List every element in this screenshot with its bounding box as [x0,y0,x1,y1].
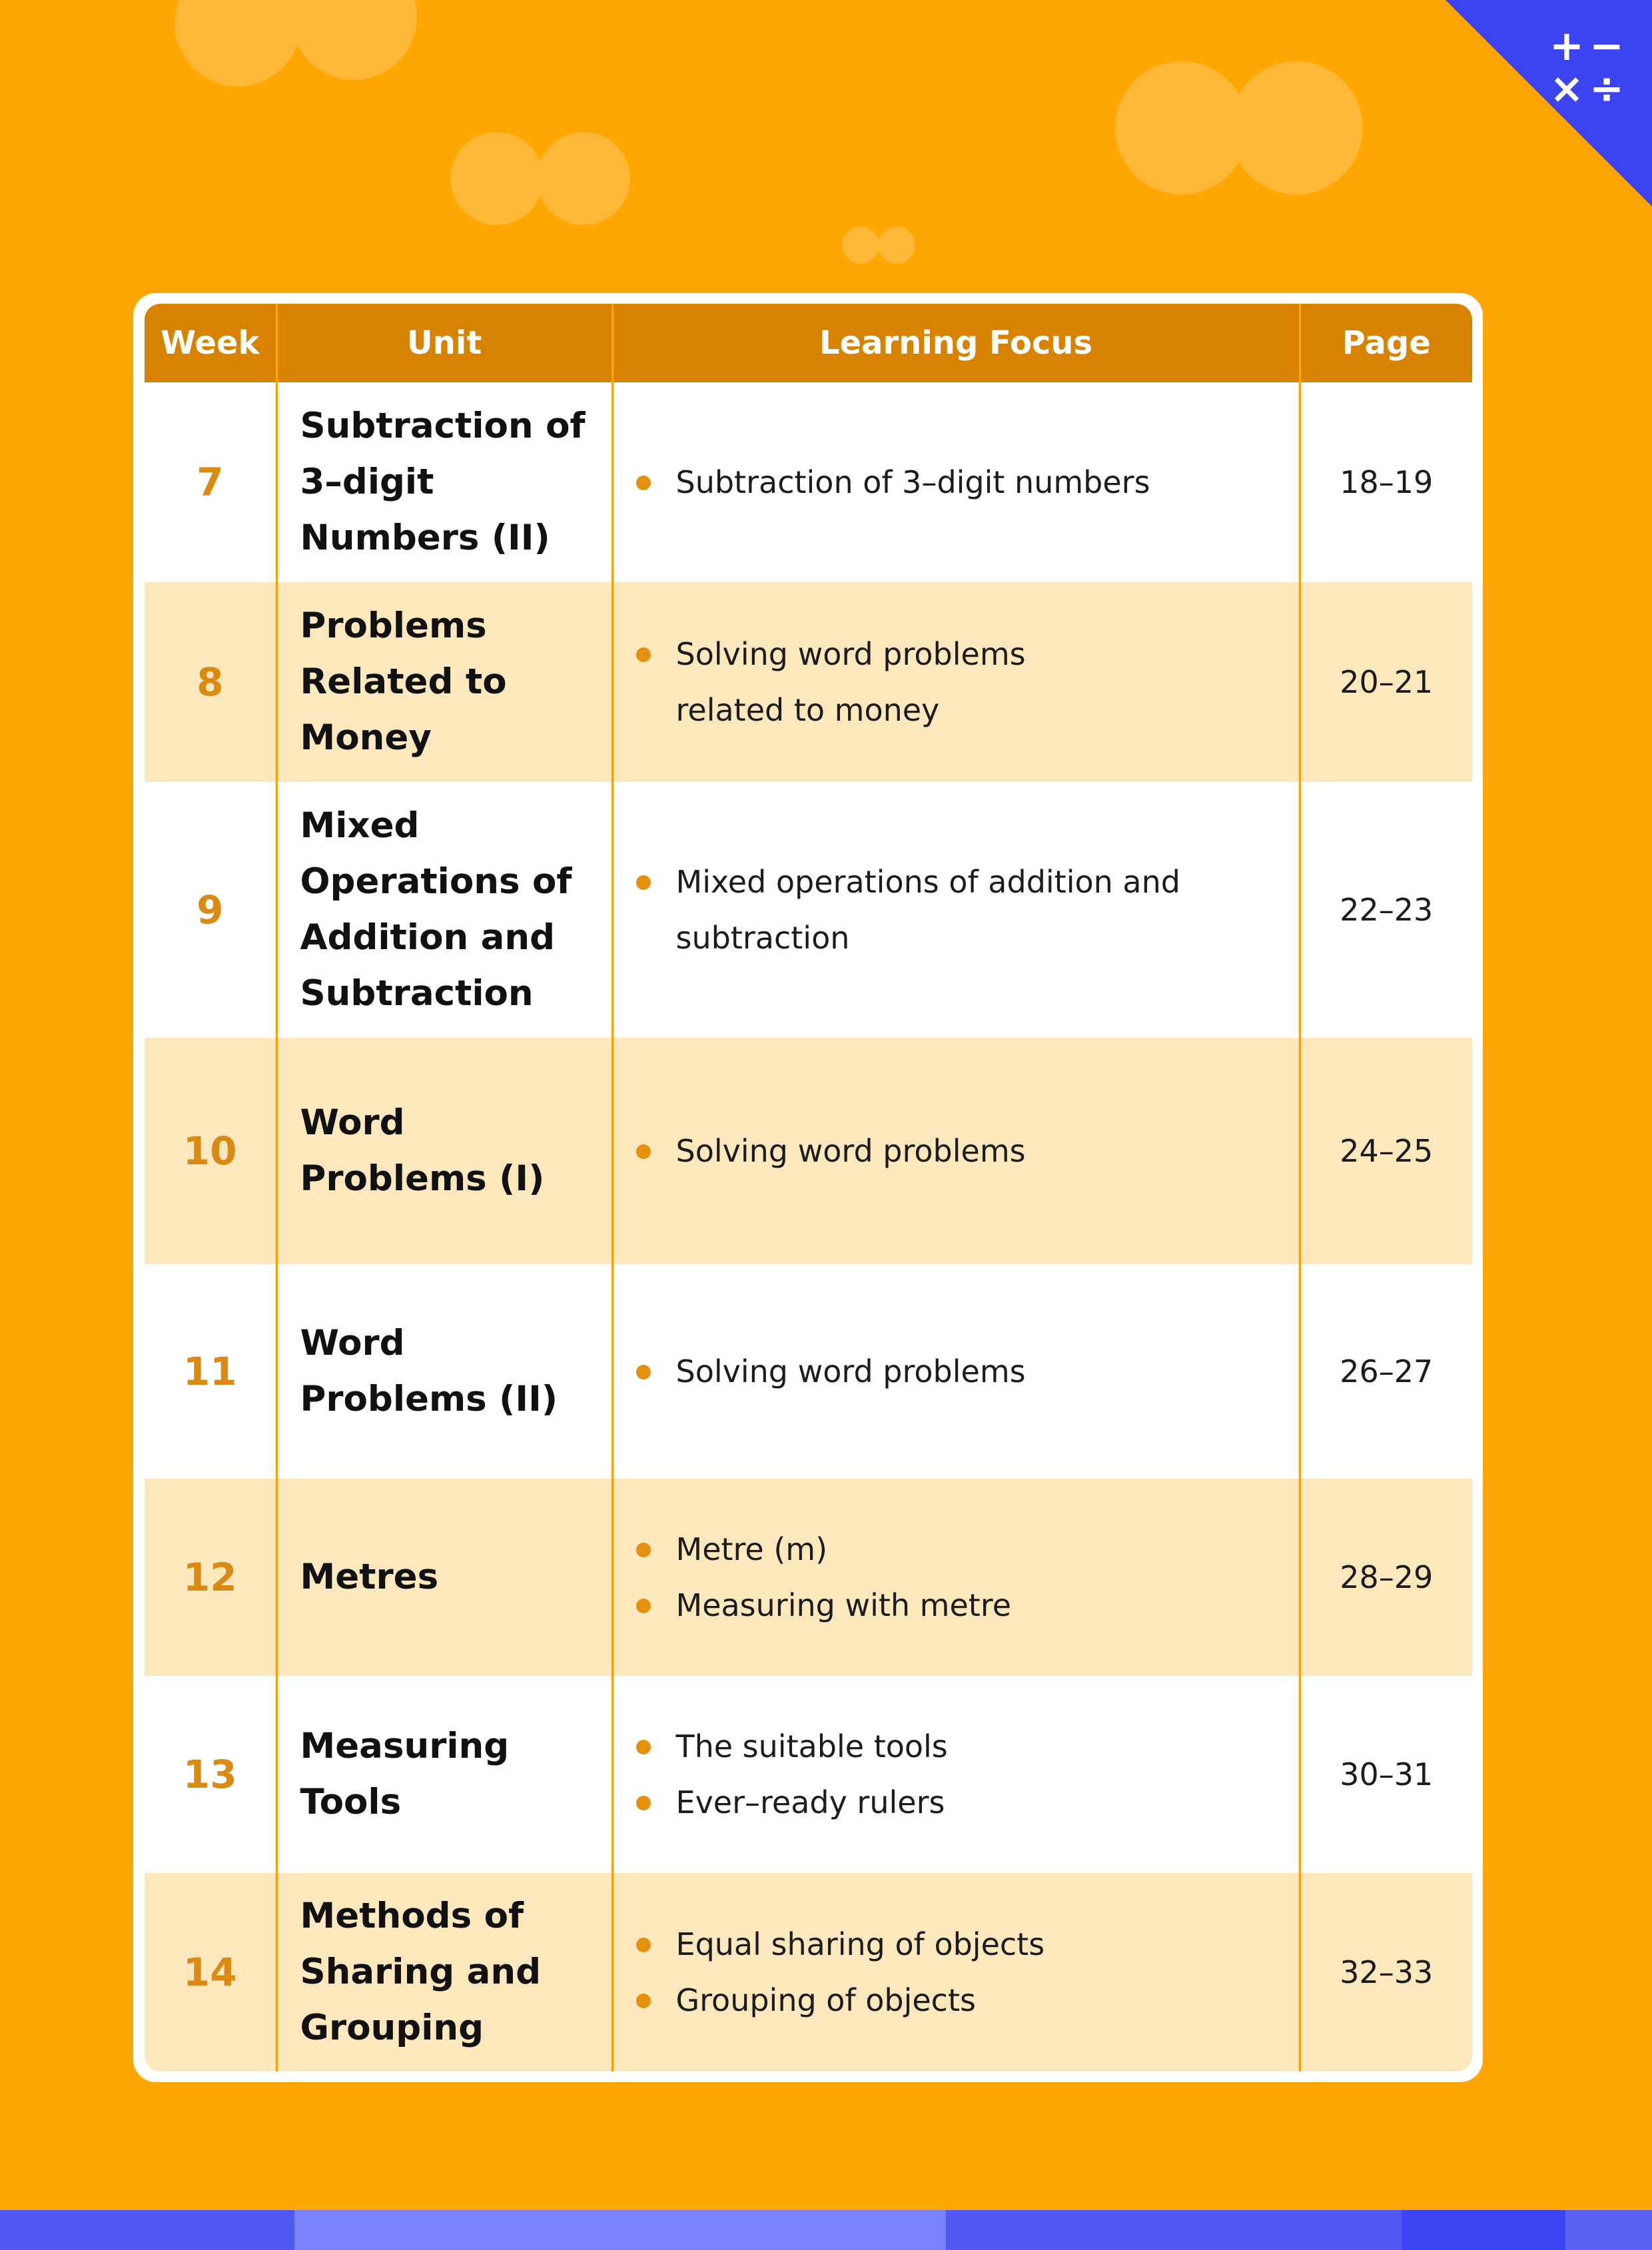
minus-icon: − [1589,21,1624,70]
table-row [145,382,1472,582]
learning-focus [612,1873,1300,2071]
unit-title: Measuring Tools [276,1676,612,1873]
week-number: 9 [197,887,224,933]
table-row [145,1264,1472,1479]
decor-bubble [1115,61,1248,194]
unit-title: Subtraction of 3–digit Numbers (II) [276,382,612,582]
week-number: 8 [145,582,276,782]
schedule-table [145,304,1472,2071]
focus-bullet: Ever–ready rulers [636,1774,1279,1830]
footer-segment [946,2210,1402,2250]
header-unit: Unit [276,304,612,382]
week-number: 13 [183,1752,237,1797]
decor-bubble [450,132,544,225]
table-row [145,582,1472,782]
focus-bullet: Measuring with metre [636,1577,1279,1633]
table-row [145,1479,1472,1676]
week-number: 10 [145,1038,276,1264]
decor-bubble [537,132,630,225]
plus-icon: + [1549,21,1584,70]
page-range: 24–25 [1300,1038,1472,1264]
learning-focus [612,782,1300,1038]
footer-band [0,2210,1652,2250]
decor-bubble [290,0,417,80]
page-range: 20–21 [1300,582,1472,782]
header-learning-focus: Learning Focus [612,304,1300,382]
focus-bullet: The suitable tools [636,1718,1279,1774]
focus-bullet: Solving word problems [636,1123,1279,1179]
unit-title: Word Problems (II) [276,1264,612,1479]
learning-focus [612,1038,1300,1264]
learning-focus [612,1479,1300,1676]
decor-bubble [175,0,301,87]
focus-bullet: Solving word problems [636,1343,1279,1399]
footer-segment [1565,2210,1652,2250]
page-range: 30–31 [1300,1676,1472,1873]
focus-bullet: Solving word problems related to money [636,626,1142,738]
week-number: 7 [197,460,224,505]
page-range: 18–19 [1300,382,1472,582]
divide-icon: ÷ [1589,64,1624,113]
decor-bubble [878,226,915,264]
header-page: Page [1300,304,1472,382]
page-range: 28–29 [1300,1479,1472,1676]
page-range: 22–23 [1300,782,1472,1038]
decor-bubble [1230,61,1363,194]
unit-title: Problems Related to Money [276,582,612,782]
week-number: 12 [145,1479,276,1676]
focus-bullet: Subtraction of 3–digit numbers [636,454,1279,510]
unit-title: Methods of Sharing and Grouping [276,1873,612,2071]
learning-focus [612,1264,1300,1479]
table-row [145,782,1472,1038]
unit-title: Metres [276,1479,612,1676]
focus-bullet: Metre (m) [636,1521,1279,1577]
footer-segment [294,2210,946,2250]
table-row [145,1873,1472,2071]
unit-title: Word Problems (I) [276,1038,612,1264]
times-icon: × [1549,64,1584,113]
learning-focus [612,1676,1300,1873]
footer-segment [0,2210,294,2250]
focus-bullet: Grouping of objects [636,1972,1279,2028]
table-row [145,1676,1472,1873]
week-number: 14 [145,1873,276,2071]
page-range: 32–33 [1300,1873,1472,2071]
learning-focus [612,582,1300,782]
table-header-row [145,304,1472,382]
focus-bullet: Equal sharing of objects [636,1916,1279,1972]
week-number: 11 [183,1349,237,1394]
page-range: 26–27 [1300,1264,1472,1479]
focus-bullet: Mixed operations of addition and subtraction [636,854,1182,966]
table-row [145,1038,1472,1264]
learning-focus [612,382,1300,582]
footer-segment [1402,2210,1565,2250]
decor-bubble [842,226,879,264]
math-operators-icon [1547,21,1627,113]
header-week: Week [145,304,276,382]
unit-title: Mixed Operations of Addition and Subtraction [276,782,612,1038]
